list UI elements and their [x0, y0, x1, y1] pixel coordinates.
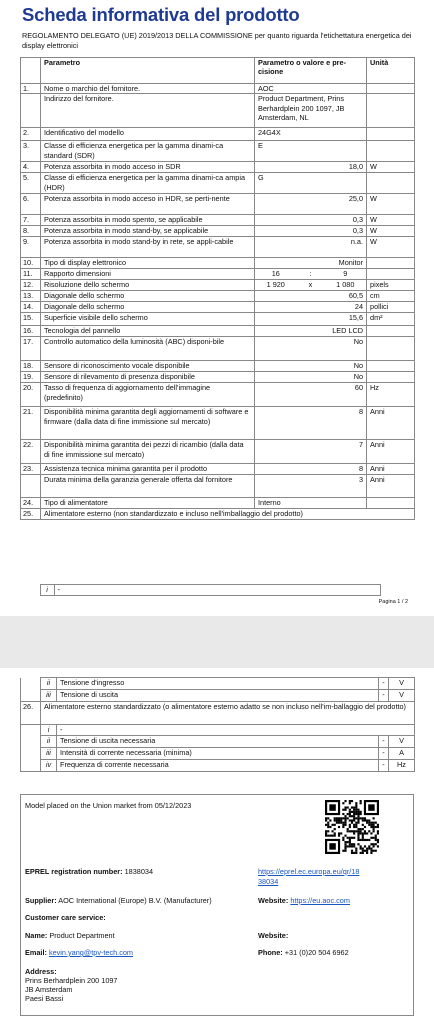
table-row: Durata minima della garanzia generale offerta dal fornitore 3 Anni [21, 475, 415, 498]
table-row: 23. Assistenza tecnica minima garantita per il prodotto 8 Anni [21, 464, 415, 475]
product-info-table [20, 57, 415, 520]
header-value: Parametro o valore e pre-cisione [255, 58, 367, 84]
name-line: Name: Product Department [25, 931, 115, 940]
table-row: 8. Potenza assorbita in modo stand-by, se applicabile 0,3 W [21, 226, 415, 237]
table-row: ii Tensione d'ingresso - V [21, 678, 415, 690]
table-row: 2. Identificativo del modello 24G4X [21, 128, 415, 141]
header-param: Parametro [41, 58, 255, 84]
table-row: 26. Alimentatore esterno standardizzato (o alimentatore esterno adatto se non incluso nell'im-ballaggio del prodotto) [21, 702, 415, 725]
table-row: 11. Rapporto dimensioni 16 : 9 [21, 269, 415, 280]
table-row: 25. Alimentatore esterno (non standardizzato e incluso nell'imballaggio del prodotto) [21, 509, 415, 520]
address-label: Address: [25, 967, 57, 976]
table-row: 24. Tipo di alimentatore Interno [21, 498, 415, 509]
page-number: Pagina 1 / 2 [378, 599, 408, 605]
website2-line: Website: [258, 931, 289, 940]
eprel-info-box [20, 794, 414, 1016]
qr-code-icon [325, 800, 379, 854]
table-row: 15. Superficie visibile dello schermo 15,6 dm² [21, 313, 415, 326]
table-row: 12. Risoluzione dello schermo 1 920 x 1 080 pixels [21, 280, 415, 291]
sub-table [20, 584, 414, 596]
eprel-label: EPREL registration number: 1838034 [25, 867, 154, 876]
table-row: 10. Tipo di display elettronico Monitor [21, 258, 415, 269]
table-row: 13. Diagonale dello schermo 60,5 cm [21, 291, 415, 302]
table-row: 19. Sensore di rilevamento di presenza disponibile No [21, 372, 415, 383]
eprel-link-line2[interactable]: 38034 [258, 877, 279, 886]
customer-care-heading: Customer care service: [25, 913, 106, 922]
table-row: iv Frequenza di corrente necessaria - Hz [21, 760, 415, 772]
placed-on-market-text: Model placed on the Union market from 05/12/2023 [25, 801, 192, 810]
table-row: 14. Diagonale dello schermo 24 pollici [21, 302, 415, 313]
table-row: i - [21, 725, 415, 736]
table-row: 16. Tecnologia del pannello LED LCD [21, 326, 415, 337]
address-line-2: JB Amsterdam [25, 985, 73, 994]
table-header-row [21, 58, 415, 84]
table-row: Indirizzo del fornitore. Product Department, Prins Berhardplein 200 1097, JB Amsterdam, NL [21, 94, 415, 128]
email-link[interactable]: kevin.yang@tpv-tech.com [48, 948, 133, 957]
address-line-3: Paesi Bassi [25, 994, 64, 1003]
table-row: 18. Sensore di riconoscimento vocale disponibile No [21, 361, 415, 372]
table-row: i - [20, 585, 414, 596]
supplier-line: Supplier: AOC International (Europe) B.V. (Manufacturer) [25, 896, 212, 905]
table-row: 7. Potenza assorbita in modo spento, se applicabile 0,3 W [21, 215, 415, 226]
address-line-1: Prins Berhardplein 200 1097 [25, 976, 118, 985]
table-row: iii Intensità di corrente necessaria (minima) - A [21, 748, 415, 760]
email-line: Email: kevin.yang@tpv-tech.com [25, 948, 133, 957]
header-unit: Unità [367, 58, 415, 84]
table-row: 6. Potenza assorbita in modo acceso in HDR, se perti-nente 25,0 W [21, 194, 415, 215]
table-row: ii Tensione di uscita necessaria - V [21, 736, 415, 748]
phone-line: Phone: +31 (0)20 504 6962 [258, 948, 349, 957]
website-link[interactable]: https://eu.aoc.com [290, 896, 350, 905]
supply-table [20, 677, 415, 772]
table-row: 17. Controllo automatico della luminosità (ABC) disponi-bile No [21, 337, 415, 361]
eprel-link-line1[interactable]: https://eprel.ec.europa.eu/qr/18 [258, 867, 360, 876]
document-page-2 [0, 668, 434, 1016]
table-row: 3. Classe di efficienza energetica per la gamma dinami-ca standard (SDR) E [21, 141, 415, 162]
regulation-subtitle: REGOLAMENTO DELEGATO (UE) 2019/2013 DELLA COMMISSIONE per quanto riguarda l'etichettatura energetica dei display elettronici [22, 31, 412, 50]
table-row: 5. Classe di efficienza energetica per la gamma dinami-ca ampia (HDR) G [21, 173, 415, 194]
table-row: 1. Nome o marchio del fornitore. AOC [21, 84, 415, 94]
website-line: Website: https://eu.aoc.com [258, 896, 350, 905]
table-row: iii Tensione di uscita - V [21, 690, 415, 702]
page-title: Scheda informativa del prodotto [22, 4, 300, 25]
table-row: 4. Potenza assorbita in modo acceso in SDR 18,0 W [21, 162, 415, 173]
table-row: 22. Disponibilità minima garantita dei pezzi di ricambio (dalla data di fine immissione sul mercato) 7 Anni [21, 440, 415, 464]
table-row: 9. Potenza assorbita in modo stand-by in rete, se appli-cabile n.a. W [21, 237, 415, 258]
table-row: 20. Tasso di frequenza di aggiornamento dell'immagine (predefinito) 60 Hz [21, 383, 415, 407]
table-row: 21. Disponibilità minima garantita degli aggiornamenti di software e firmware (dalla data di fine immissione sul mercato) 8 Anni [21, 407, 415, 440]
